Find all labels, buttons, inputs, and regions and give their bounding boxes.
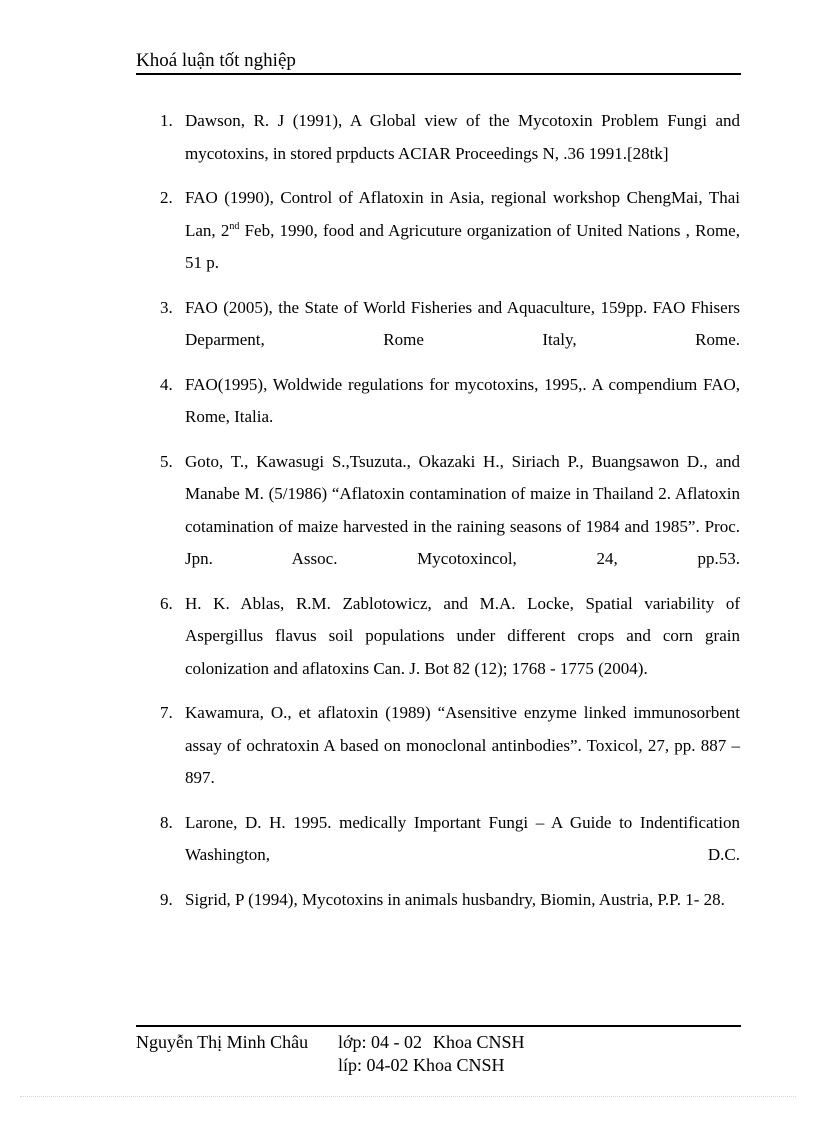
footer-class-duplicate: líp: 04-02 Khoa CNSH (338, 1055, 505, 1075)
reference-item (136, 369, 740, 434)
reference-item (136, 105, 740, 170)
reference-text: FAO (2005), the State of World Fisheries and Aquaculture, 159pp. FAO Fhisers Deparment, Rome Italy, Rome. (185, 297, 740, 349)
reference-item (136, 807, 740, 872)
reference-text: Larone, D. H. 1995. medically Important Fungi – A Guide to Indentification Washington, D.C. (185, 812, 740, 864)
reference-item (136, 446, 740, 576)
footer-author: Nguyễn Thị Minh Châu (136, 1032, 309, 1052)
reference-text-part: Feb, 1990, food and Agricuture organization of United Nations , Rome, 51 p. (185, 220, 740, 272)
reference-number: 9. (160, 889, 173, 909)
page-header-title: Khoá luận tốt nghiệp (136, 50, 296, 71)
footer-divider (136, 1025, 741, 1027)
page-edge-dotted-line (20, 1096, 796, 1097)
reference-number: 5. (160, 451, 173, 471)
reference-item (136, 884, 740, 917)
reference-number: 8. (160, 812, 173, 832)
reference-text: H. K. Ablas, R.M. Zablotowicz, and M.A. Locke, Spatial variability of Aspergillus flavus soil populations under different crops and corn grain colonization and aflatoxins Can. J. Bot 82 (12); 1768 - 1775 (2004). (185, 593, 740, 678)
reference-number: 3. (160, 297, 173, 317)
reference-text: FAO(1995), Woldwide regulations for mycotoxins, 1995,. A compendium FAO, Rome, Italia. (185, 374, 740, 426)
reference-text: Kawamura, O., et aflatoxin (1989) “Asensitive enzyme linked immunosorbent assay of ochratoxin A based on monoclonal antinbodies”. Toxicol, 27, pp. 887 – 897. (185, 703, 740, 787)
footer-class: lớp: 04 - 02 (338, 1032, 423, 1052)
reference-item (136, 292, 740, 357)
reference-number: 1. (160, 111, 173, 130)
reference-number: 2. (160, 188, 173, 207)
header-divider (136, 73, 741, 75)
footer-faculty: Khoa CNSH (433, 1032, 525, 1052)
reference-number: 4. (160, 374, 173, 394)
reference-item (136, 588, 740, 686)
reference-number: 6. (160, 593, 173, 613)
reference-text: Dawson, R. J (1991), A Global view of the Mycotoxin Problem Fungi and mycotoxins, in stored prpducts ACIAR Proceedings N, .36 1991.[28tk] (185, 111, 740, 163)
reference-text-part: FAO (1990), Control of Aflatoxin in Asia, regional workshop ChengMai, Thai Lan, 2 (185, 188, 740, 240)
reference-text: Sigrid, P (1994), Mycotoxins in animals husbandry, Biomin, Austria, P.P. 1- 28. (185, 889, 725, 909)
reference-item (136, 697, 740, 795)
reference-item (136, 182, 740, 280)
reference-number: 7. (160, 703, 173, 722)
reference-text (185, 182, 740, 280)
ordinal-superscript: nd (229, 220, 240, 232)
reference-text: Goto, T., Kawasugi S.,Tsuzuta., Okazaki H., Siriach P., Buangsawon D., and Manabe M. (5/1986) “Aflatoxin contamination of maize in Thailand 2. Aflatoxin cotamination of maize harvested in the raining seasons of 1984 and 1985”. Proc. Jpn. Assoc. Mycotoxincol, 24, pp.53. (185, 451, 740, 568)
reference-list (136, 105, 740, 928)
